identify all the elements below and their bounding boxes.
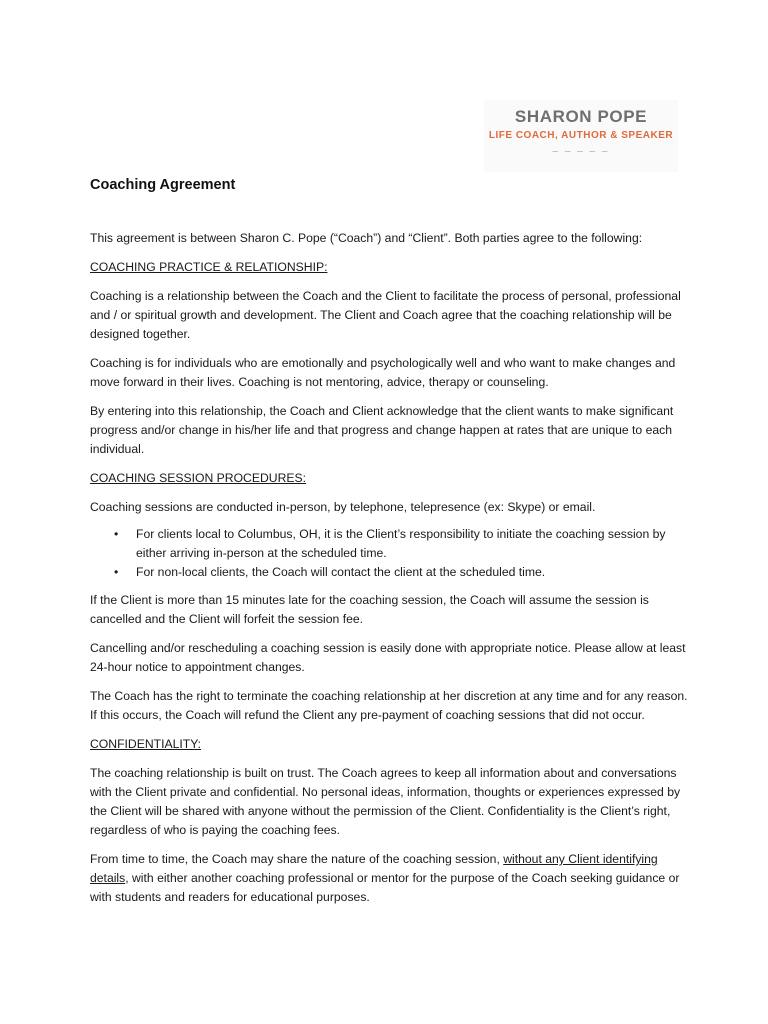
list-item-text: For non-local clients, the Coach will contact the client at the scheduled time. — [136, 565, 546, 579]
procedures-paragraph-4: The Coach has the right to terminate the coaching relationship at her discretion at any time and for any reason. If this occurs, the Coach will refund the Client any pre-payment of coaching sessions that did not occur. — [90, 689, 688, 722]
logo-dashes: _ _ _ _ _ — [552, 142, 610, 153]
practice-paragraph-2: Coaching is for individuals who are emotionally and psychologically well and who want to make changes and move forward in their lives. Coaching is not mentoring, advice, therapy or counseling. — [90, 356, 676, 389]
bullet-icon: • — [114, 527, 119, 541]
confidentiality-paragraph-2 — [90, 850, 690, 907]
procedures-paragraph-1: Coaching sessions are conducted in-person, by telephone, telepresence (ex: Skype) or email. — [90, 500, 596, 514]
sharon-pope-logo — [484, 100, 678, 172]
confidentiality-underlined-phrase: without any Client identifying details — [90, 852, 658, 885]
confidentiality-text-end: , with either another coaching professional or mentor for the purpose of the Coach seeking guidance or with students and readers for educational purposes. — [90, 871, 680, 904]
bullet-icon: • — [114, 565, 119, 579]
logo-name: SHARON POPE — [514, 107, 648, 126]
document-body — [90, 229, 690, 917]
practice-paragraph-1: Coaching is a relationship between the Coach and the Client to facilitate the process of personal, professional and / or spiritual growth and development. The Client and Coach agree that the coaching relationship will be designed together. — [90, 289, 681, 341]
confidentiality-paragraph-1: The coaching relationship is built on trust. The Coach agrees to keep all information about and conversations with the Client private and confidential. No personal ideas, information, thoughts or experiences expressed by the Client will be shared with anyone without the permission of the Client. Confidentiality is the Client’s right, regardless of who is paying the coaching fees. — [90, 766, 681, 837]
confidentiality-text-start: From time to time, the Coach may share the nature of the coaching session, — [90, 852, 504, 866]
list-item — [114, 525, 690, 563]
practice-heading: COACHING PRACTICE & RELATIONSHIP: — [90, 260, 328, 274]
procedures-bullet-list — [90, 525, 690, 582]
practice-paragraph-3: By entering into this relationship, the Coach and Client acknowledge that the client wants to make significant progress and/or change in his/her life and that progress and change happen at rates that are unique to each individual. — [90, 404, 674, 456]
list-item — [114, 563, 690, 582]
confidentiality-heading: CONFIDENTIALITY: — [90, 737, 202, 751]
logo-tagline: LIFE COACH, AUTHOR & SPEAKER — [488, 130, 674, 141]
procedures-paragraph-3: Cancelling and/or rescheduling a coaching session is easily done with appropriate notice. Please allow at least 24-hour notice to appointment changes. — [90, 641, 686, 674]
intro-paragraph: This agreement is between Sharon C. Pope (“Coach”) and “Client”. Both parties agree to the following: — [90, 231, 643, 245]
procedures-paragraph-2: If the Client is more than 15 minutes late for the coaching session, the Coach will assume the session is cancelled and the Client will forfeit the session fee. — [90, 593, 649, 626]
document-title: Coaching Agreement — [90, 177, 236, 193]
list-item-text: For clients local to Columbus, OH, it is the Client’s responsibility to initiate the coaching session by either arriving in-person at the scheduled time. — [136, 527, 666, 560]
procedures-heading: COACHING SESSION PROCEDURES: — [90, 471, 307, 485]
